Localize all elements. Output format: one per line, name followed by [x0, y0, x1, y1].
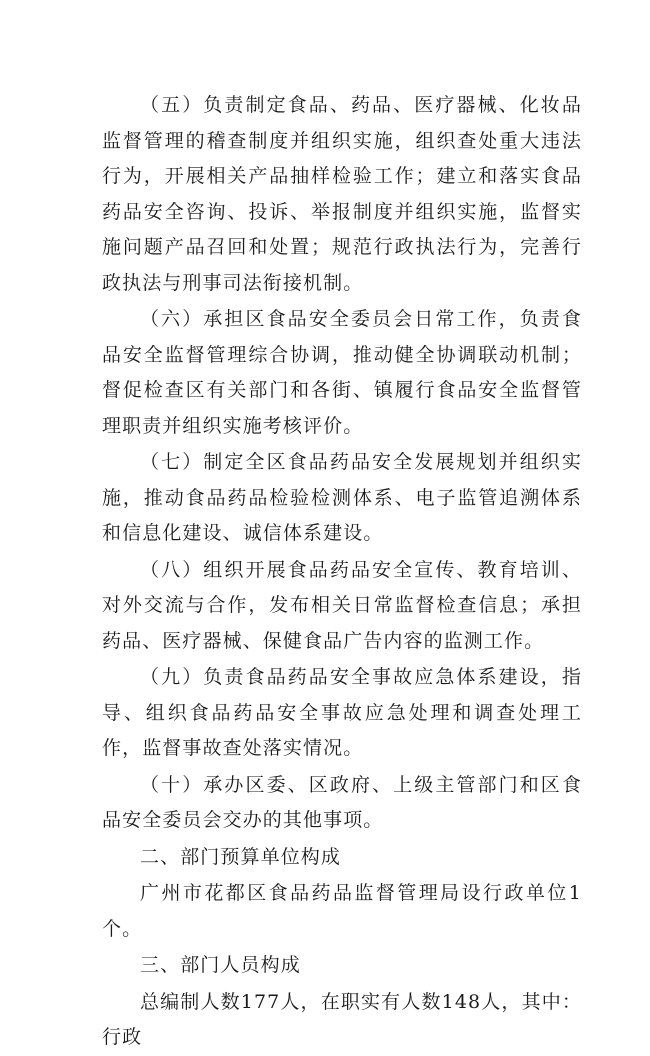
section-heading-budget-units: 二、部门预算单位构成 — [140, 845, 342, 868]
paragraph-duty-6: （六）承担区食品安全委员会日常工作，负责食品安全监督管理综合协调，推动健全协调联动机制；督促检查区有关部门和各街、镇履行食品安全监督管理职责并组织实施考核评价。 — [102, 308, 582, 437]
paragraph-duty-7: （七）制定全区食品药品安全发展规划并组织实施，推动食品药品检验检测体系、电子监管追溯体系和信息化建设、诚信体系建设。 — [102, 451, 582, 544]
section-heading-staff: 三、部门人员构成 — [140, 954, 301, 976]
paragraph-duty-5: （五）负责制定食品、药品、医疗器械、化妆品监督管理的稽查制度并组织实施，组织查处重大违法行为，开展相关产品抽样检验工作；建立和落实食品药品安全咨询、投诉、举报制度并组织实施，监督实施问题产品召回和处置；规范行政执法行为，完善行政执法与刑事司法衔接机制。 — [102, 94, 582, 294]
paragraph-duty-9: （九）负责食品药品安全事故应急体系建设，指导、组织食品药品安全事故应急处理和调查处理工作，监督事故查处落实情况。 — [102, 666, 582, 759]
paragraph-staff: 总编制人数177人，在职实有人数148人，其中：行政 — [102, 990, 582, 1048]
paragraph-budget-units: 广州市花都区食品药品监督管理局设行政单位1个。 — [102, 882, 582, 940]
paragraph-duty-10: （十）承办区委、区政府、上级主管部门和区食品安全委员会交办的其他事项。 — [102, 773, 582, 831]
paragraph-duty-8: （八）组织开展食品药品安全宣传、教育培训、对外交流与合作，发布相关日常监督检查信息；承担药品、医疗器械、保健食品广告内容的监测工作。 — [102, 558, 582, 652]
